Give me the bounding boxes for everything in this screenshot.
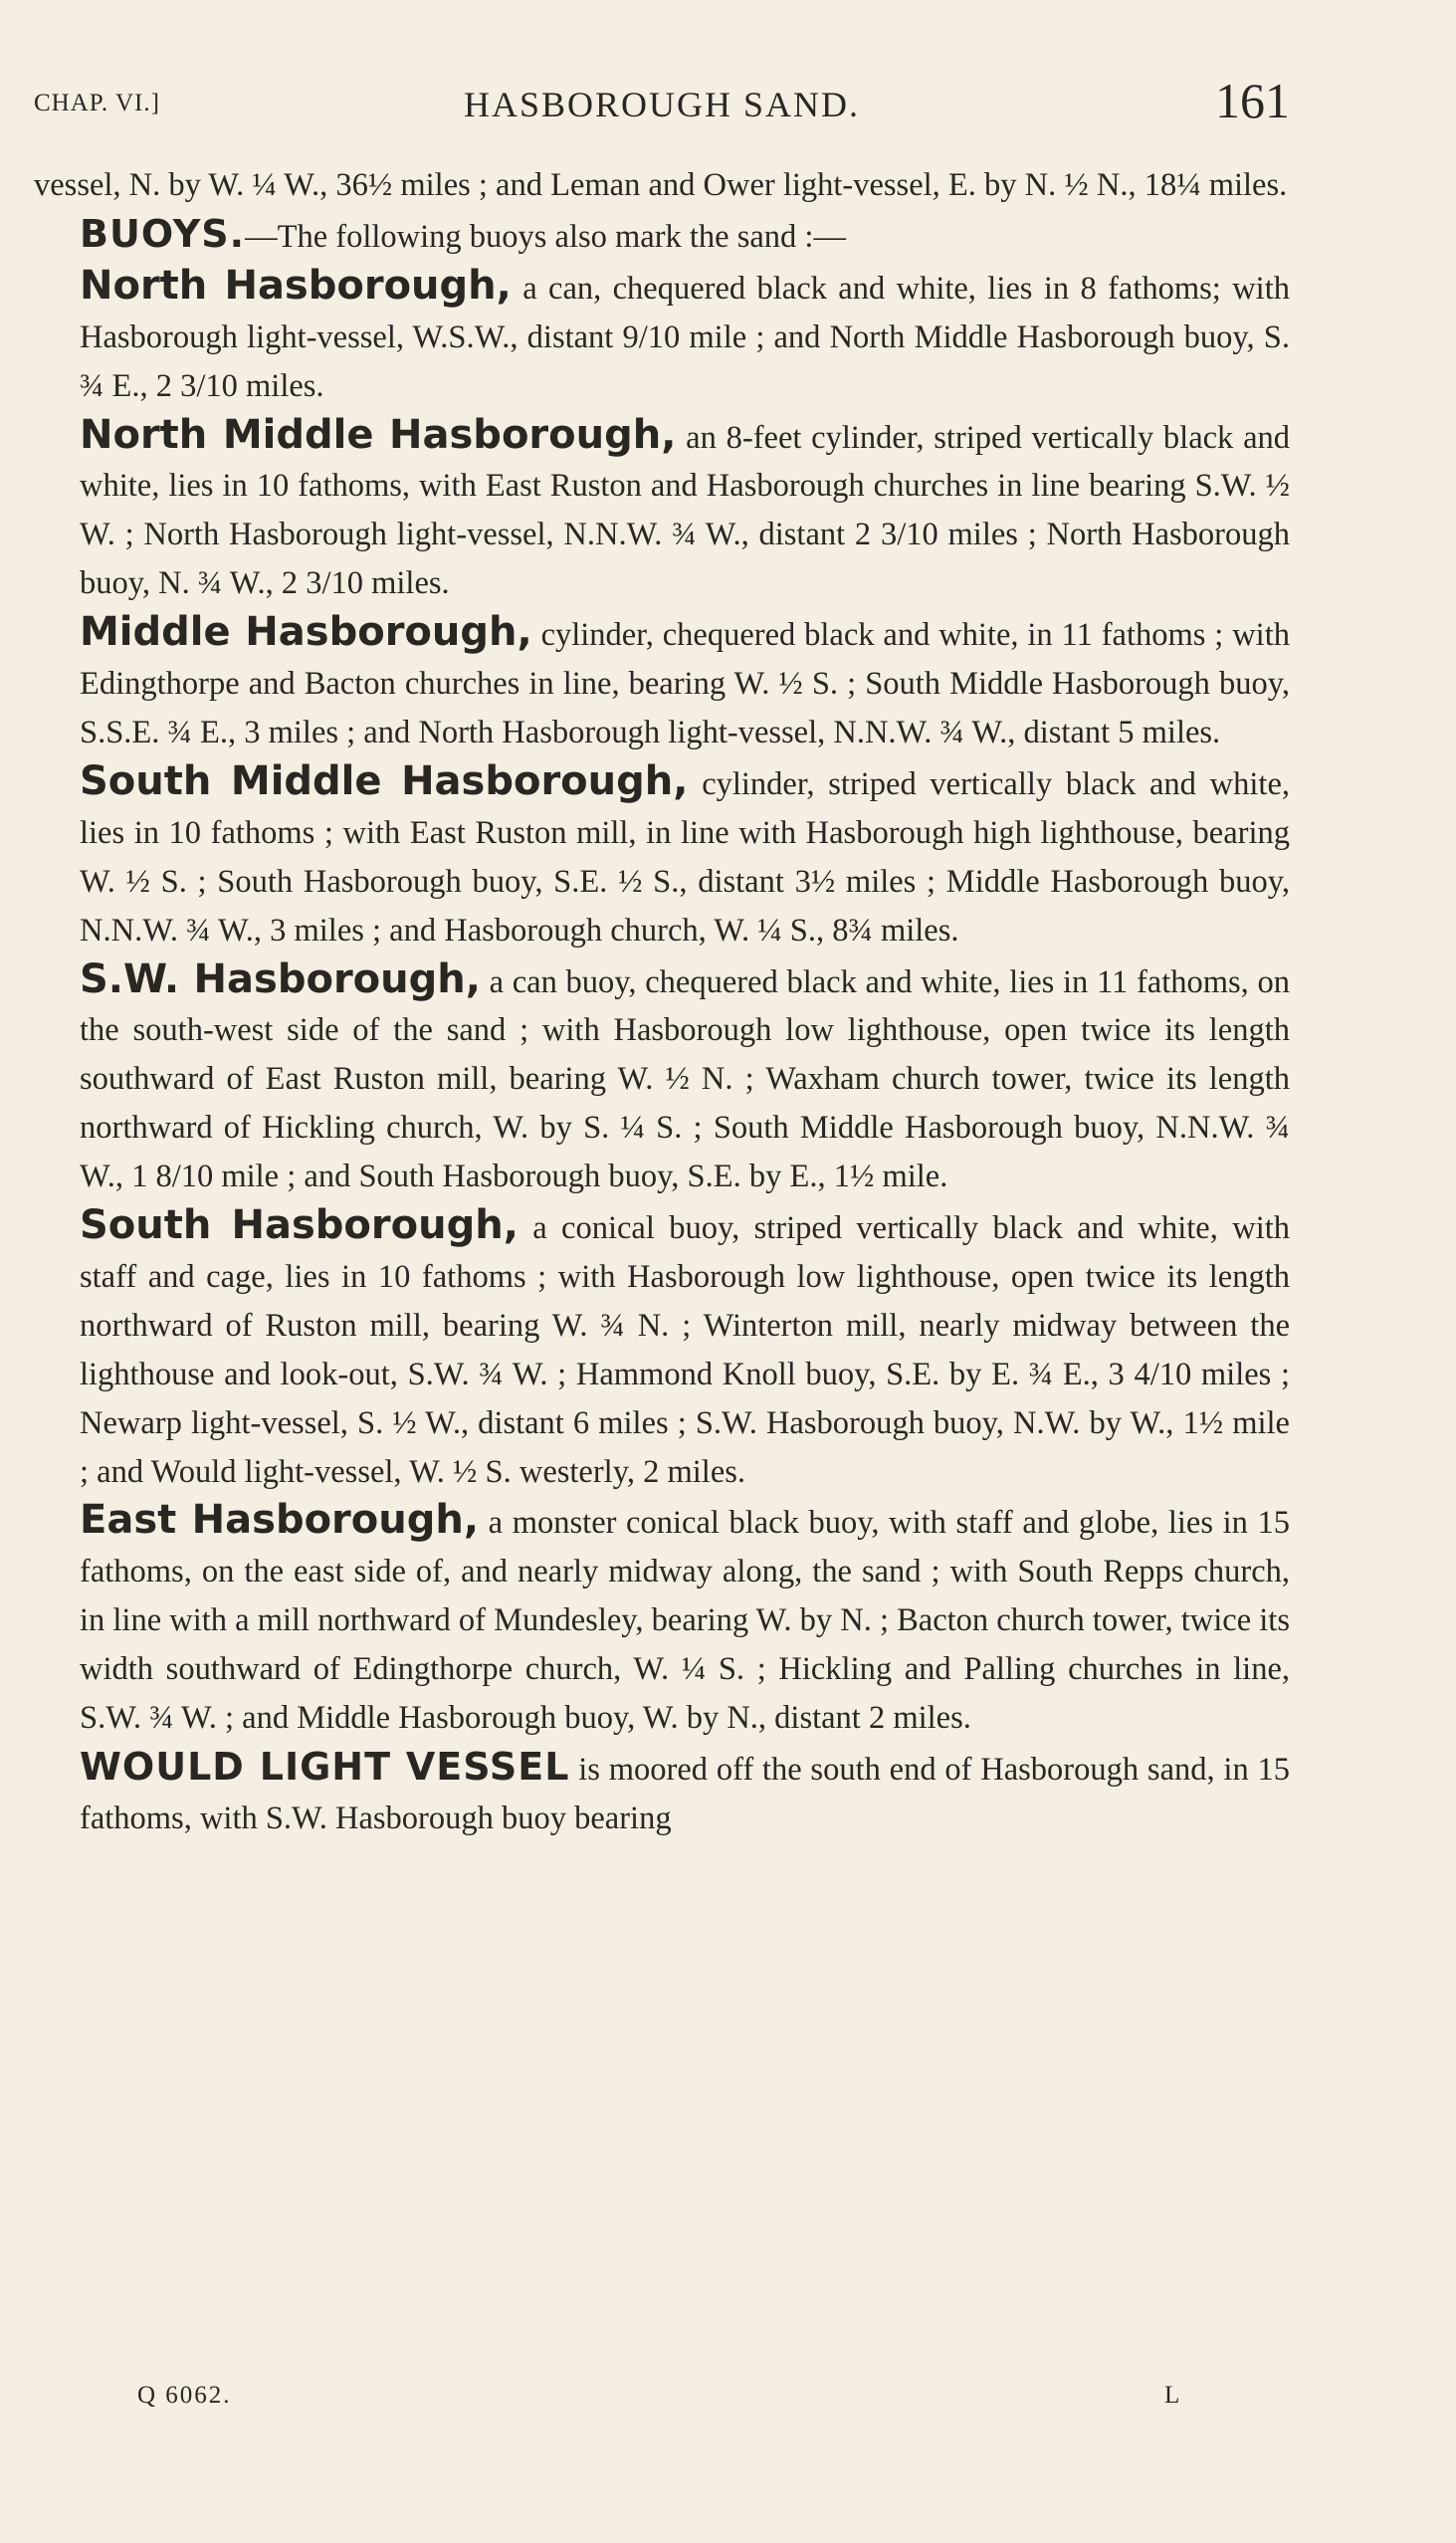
buoy-heading: Middle Hasborough,: [80, 609, 532, 656]
section-heading: BUOYS.: [80, 211, 246, 256]
paragraph-south-hasborough: [34, 1201, 1290, 1496]
paragraph-text: cylinder, chequered black and white, in 11 fathoms ; with Edingthorpe and Bacton churches in line, bearing W. ½ S. ; South Middle Hasborough buoy, S.S.E. ¾ E., 3 miles ; and North Hasborough light-vessel, N.N.W. ¾ W., distant 5 miles.: [80, 617, 1290, 750]
paragraph-text: an 8-feet cylinder, striped vertically black and white, lies in 10 fathoms, with East Ruston and Hasborough churches in line bearing S.W. ½ W. ; North Hasborough light-vessel, N.N.W. ¾ W., distant 2 3/10 miles ; North Hasborough buoy, N. ¾ W., 2 3/10 miles.: [80, 419, 1291, 602]
paragraph-text: —The following buoys also mark the sand :—: [245, 218, 846, 255]
paragraph-middle-hasborough: [34, 608, 1290, 757]
buoy-heading: North Hasborough,: [80, 262, 512, 309]
paragraph-text: is moored off the south end of Hasborough sand, in 15 fathoms, with S.W. Hasborough buoy bearing: [80, 1752, 1290, 1836]
paragraph-text: a can buoy, chequered black and white, lies in 11 fathoms, on the south-west side of the sand ; with Hasborough low lighthouse, open twice its length southward of East Ruston mill, bearing W. ½ N. ; Waxham church tower, twice its length northward of Hickling church, W. by S. ¼ S. ; South Middle Hasborough buoy, N.N.W. ¾ W., 1 8/10 mile ; and South Hasborough buoy, S.E. by E., 1½ mile.: [80, 963, 1290, 1195]
paragraph-text: a can, chequered black and white, lies in 8 fathoms; with Hasborough light-vessel, W.S.W., distant 9/10 mile ; and North Middle Hasborough buoy, S. ¾ E., 2 3/10 miles.: [80, 270, 1290, 404]
buoy-heading: North Middle Hasborough,: [80, 411, 677, 458]
paragraph-text: vessel, N. by W. ¼ W., 36½ miles ; and Leman and Ower light-vessel, E. by N. ½ N., 18¼ miles.: [34, 167, 1288, 203]
section-heading: WOULD LIGHT VESSEL: [80, 1745, 570, 1789]
paragraph-north-hasborough: [34, 262, 1290, 411]
page-number: 161: [1215, 73, 1290, 128]
paragraph-text: a conical buoy, striped vertically black and white, with staff and cage, lies in 10 fathoms ; with Hasborough low lighthouse, open twice its length northward of Ruston mill, bearing W. ¾ N. ; Winterton mill, nearly midway between the lighthouse and look-out, S.W. ¾ W. ; Hammond Knoll buoy, S.E. by E. ¾ E., 3 4/10 miles ; Newarp light-vessel, S. ½ W., distant 6 miles ; S.W. Hasborough buoy, N.W. by W., 1½ mile ; and Would light-vessel, W. ½ S. westerly, 2 miles.: [80, 1210, 1290, 1490]
chapter-label: CHAP. VI.]: [34, 90, 160, 116]
paragraph-continuation: [34, 161, 1290, 210]
paragraph-east-hasborough: [34, 1496, 1290, 1743]
page-title: HASBOROUGH SAND.: [463, 85, 861, 124]
running-header: [34, 72, 1290, 131]
buoy-heading: S.W. Hasborough,: [80, 955, 481, 1002]
buoy-heading: East Hasborough,: [80, 1497, 480, 1544]
buoy-heading: South Middle Hasborough,: [80, 757, 689, 804]
paragraph-sw-hasborough: [34, 955, 1290, 1202]
paragraph-text: cylinder, striped vertically black and white, lies in 10 fathoms ; with East Ruston mill, in line with Hasborough high lighthouse, bearing W. ½ S. ; South Hasborough buoy, S.E. ½ S., distant 3½ miles ; Middle Hasborough buoy, N.N.W. ¾ W., 3 miles ; and Hasborough church, W. ¼ S., 8¾ miles.: [80, 765, 1290, 949]
paragraph-would-light-vessel: [34, 1743, 1290, 1843]
paragraph-text: a monster conical black buoy, with staff and globe, lies in 15 fathoms, on the east side of, and nearly midway along, the sand ; with South Repps church, in line with a mill northward of Mundesley, bearing W. by N. ; Bacton church tower, twice its width southward of Edingthorpe church, W. ¼ S. ; Hickling and Palling churches in line, S.W. ¾ W. ; and Middle Hasborough buoy, W. by N., distant 2 miles.: [80, 1505, 1290, 1737]
buoy-heading: South Hasborough,: [80, 1202, 519, 1249]
gathering-mark: L: [1164, 2382, 1180, 2409]
paragraph-north-middle-hasborough: [34, 411, 1290, 609]
paragraph-south-middle-hasborough: [34, 757, 1290, 955]
body-text: [34, 161, 1290, 1843]
paragraph-buoys: [34, 210, 1290, 262]
printer-signature: Q 6062.: [137, 2382, 232, 2409]
